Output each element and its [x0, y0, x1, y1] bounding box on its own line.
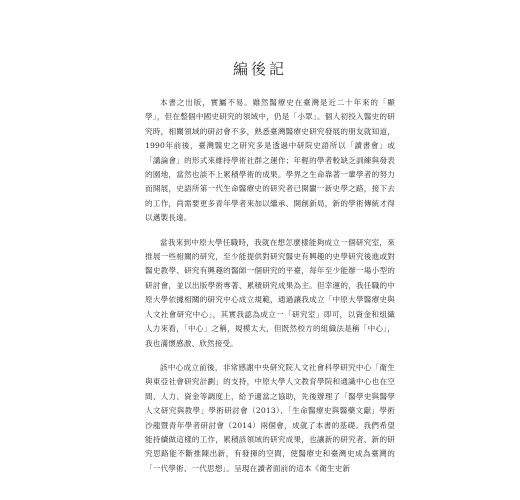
body-text [145, 96, 395, 486]
paragraph: 本書之出版，實屬不易。雖然醫療史在臺灣是近二十年來的「顯學」，但在整個中國史研究的領域中，仍是「小眾」。個人初投入醫史的研究時，相關領域的研討會不多，熟悉臺灣醫療史研究發展的朋友就知道，1990年前後，臺灣醫史之研究多是透過中研院史語所以「讀書會」或「講論會」的形式來維持學術社群之運作；年輕的學者較缺乏訓練與發表的園地，當然也談不上累積學術的成果。學界之生命靠著一輩學者的努力而開展，史語所第一代生命醫療史的研究者已開闢一新史學之路，接下去的工作，尚需要更多青年學者來加以繼承、開創新局，新的學術傳統才得以邁製長遠。 [145, 98, 395, 223]
paragraph: 當我來到中原大學任職時，我就在想怎麼樣能夠成立一個研究室，來推展一些相關的研究，至少能提供對研究醫史有興趣的史學研究後進或對醫史教學、研究有興趣的醫師一個研究的平臺，每年至少能辦一場小型的研討會，並以出版學術專著、累積研究成果為主。但幸運的，我任職的中原大學依據相關的研究中心成立規範，通過讓我成立「中原大學醫療史與人文社會研究中心」，其實我認為成立一「研究室」即可，以資金和組織人力來看，「中心」之稱，規模太大，但既然校方的組織法是稱「中心」，我也滿懷感激、欣然接受。 [145, 237, 395, 348]
page-title: 編後記 [232, 60, 287, 78]
paragraph: 該中心成立前後，非常感謝中央研究院人文社會科學研究中心「衛生與東亞社會研究計劃」的支持，中原大學人文教育學院和通識中心也在空間、人力、資金等調度上，給予適當之協助，先後辦理了「醫學史與醫學人文研究與教學」學術研討會（2013）、「生命醫療史與醫藥文獻」學術沙龍暨青年學者研討會（2014）兩個會，成就了本書的基礎。我們希望能持續做這樣的工作，累積該領域的研究成果，也讓新的研究者、新的研究思路能不斷推陳出新，有發揮的空間，使醫療史和臺灣史成為臺灣的「一代學術、一代思想」。呈現在讀者面前的這本《衛生史新 [145, 362, 395, 473]
